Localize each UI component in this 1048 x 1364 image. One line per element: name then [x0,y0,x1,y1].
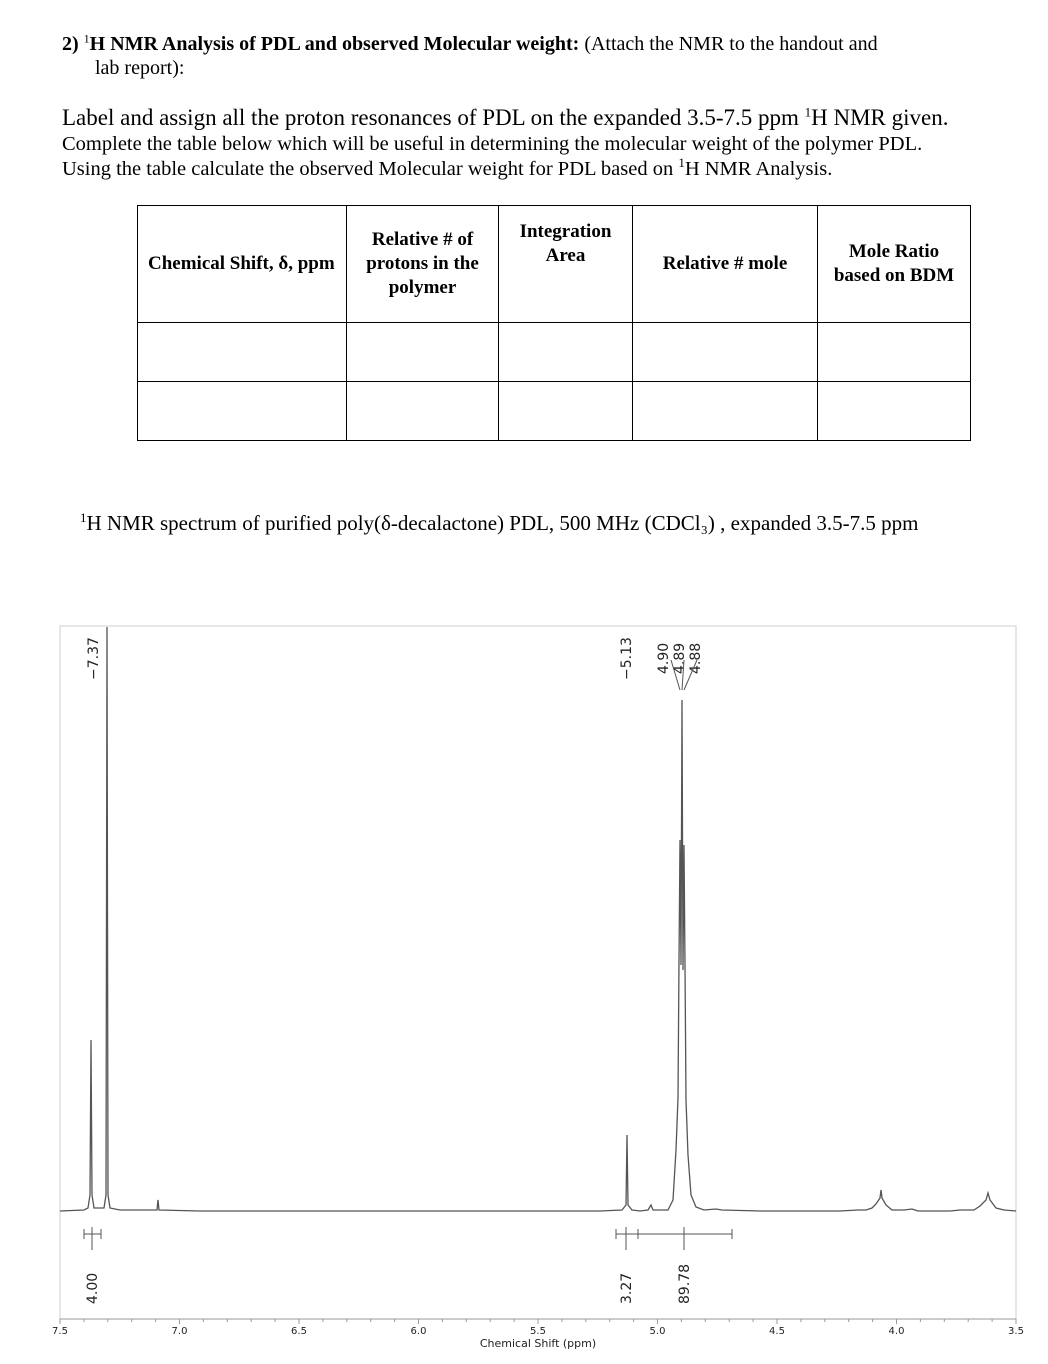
table-cell[interactable] [818,323,971,382]
spectrum-title: $^1$H NMR spectrum of purified poly(δ-decalactone) PDL, 500 MHz (CDCl₃) , expanded 3.5-7.5 ppm [80,510,919,535]
question-superscript: 1 [83,31,90,46]
peak-label-4-89: 4.89 [672,642,688,674]
table-row [138,323,971,382]
integral-bar [84,1227,732,1250]
table-cell[interactable] [633,382,818,441]
table-header-row [138,206,971,323]
peak-label-4-90: 4.90 [656,642,672,674]
peak-label-5-13: −5.13 [619,637,635,680]
table-cell[interactable] [818,382,971,441]
table-cell[interactable] [138,382,347,441]
instruction-line-3: Using the table calculate the observed Molecular weight for PDL based on $^1$H NMR Analysis. [62,155,833,180]
plot-frame [60,626,1016,1319]
question-title-line2: lab report): [95,57,185,79]
nmr-spectrum [0,600,1048,1360]
table-cell[interactable] [633,323,818,382]
peak-label-7-37: −7.37 [86,637,102,680]
x-tick-label: 5.5 [530,1326,546,1337]
instruction-line-2: Complete the table below which will be useful in determining the molecular weight of the polymer PDL. [62,133,923,155]
instruction-line-1: Label and assign all the proton resonances of PDL on the expanded 3.5-7.5 ppm $^1$H NMR given. [62,104,949,130]
table-cell[interactable] [347,323,499,382]
x-tick-label: 7.0 [171,1326,188,1337]
table-cell[interactable] [347,382,499,441]
table-cell[interactable] [138,323,347,382]
question-number: 2) [62,33,79,55]
integral-label: 4.00 [85,1272,101,1304]
x-axis-ticks [52,1319,1024,1337]
question-title-rest: (Attach the NMR to the handout and [584,33,878,55]
header-chemical-shift: Chemical Shift, δ, ppm [138,206,347,323]
question-header [62,32,982,80]
header-integration-area: Integration Area [499,206,633,323]
table-cell[interactable] [499,382,633,441]
header-relative-protons: Relative # of protons in the polymer [347,206,499,323]
spectrum-trace [60,627,1016,1211]
x-tick-label: 6.0 [410,1326,427,1337]
table-cell[interactable] [499,323,633,382]
integral-label: 3.27 [619,1272,635,1304]
table-row [138,382,971,441]
x-tick-label: 5.0 [649,1326,666,1337]
x-tick-label: 7.5 [52,1326,68,1337]
x-tick-label: 3.5 [1008,1326,1024,1337]
x-tick-label: 4.5 [769,1326,785,1337]
header-relative-mole: Relative # mole [633,206,818,323]
question-title-bold: H NMR Analysis of PDL and observed Molecular weight: [89,33,580,55]
nmr-data-table [137,205,971,441]
x-tick-label: 6.5 [291,1326,307,1337]
integral-label: 89.78 [677,1263,693,1304]
peak-label-4-88: 4.88 [688,642,704,674]
x-tick-label: 4.0 [888,1326,905,1337]
header-mole-ratio: Mole Ratio based on BDM [818,206,971,323]
instructions [62,104,1002,182]
x-axis-label: Chemical Shift (ppm) [479,1337,597,1350]
